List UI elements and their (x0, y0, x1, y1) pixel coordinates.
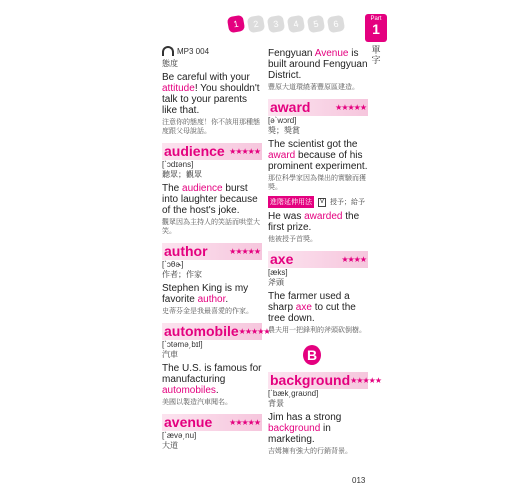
entry-pos: 作者；作家 (162, 270, 202, 279)
entry-translation: 注意你的態度！你不該用那種態度跟父母說話。 (162, 119, 260, 135)
entry-translation: 美國以製造汽車聞名。 (162, 399, 232, 406)
entry-pos: 態度 (162, 59, 178, 68)
part-label: Part (370, 16, 382, 22)
letter-b-badge: B (303, 345, 321, 365)
entry-header-award (268, 99, 368, 116)
example-text: is built around Fengyuan District. (268, 48, 368, 81)
usage-extension (268, 196, 368, 208)
entry-example (268, 211, 368, 233)
example-keyword: awarded (304, 211, 343, 222)
tab-1[interactable]: 1 (227, 15, 246, 34)
tab-3[interactable]: 3 (267, 15, 286, 34)
example-text: Fengyuan (268, 48, 315, 59)
entry-header-author (162, 243, 262, 260)
entry-example (268, 48, 368, 81)
star-rating: ★★★★★ (335, 103, 366, 112)
page-number: 013 (352, 476, 366, 485)
entry-example (162, 72, 262, 116)
example-keyword: award (268, 150, 296, 161)
example-text: Jim has a strong (268, 412, 342, 423)
example-keyword: author (197, 294, 226, 305)
example-text: The (162, 183, 183, 194)
tab-5[interactable]: 5 (307, 15, 326, 34)
example-text: The farmer used a sharp (268, 291, 350, 313)
entry-pos: 背景 (268, 399, 284, 408)
entry-phonetic: [əˋwɔrd] (268, 116, 297, 125)
example-text: . (225, 294, 229, 305)
mp3-track[interactable] (162, 46, 262, 56)
entry-example (162, 283, 262, 305)
example-text: in marketing. (268, 423, 331, 445)
entry-translation: 農夫用一把鋒利的斧頭砍倒樹。 (268, 327, 366, 334)
example-keyword: Avenue (314, 48, 349, 59)
entry-word: avenue (164, 414, 213, 430)
entry-header-avenue (162, 414, 262, 431)
star-rating: ★★★★ (341, 255, 366, 264)
example-keyword: attitude (162, 83, 195, 94)
entry-pos: 斧頭 (268, 278, 284, 287)
example-text: The U.S. is famous for manufacturing (162, 363, 262, 385)
entry-phonetic: [ˋbæk͵graʊnd] (268, 389, 319, 398)
entry-word: audience (164, 143, 225, 159)
entry-word: background (270, 372, 351, 388)
entry-word: award (270, 99, 311, 115)
entry-example (162, 183, 262, 216)
example-text: Be careful with your (162, 72, 250, 83)
entry-phonetic: [ˋɔdɪəns] (162, 160, 194, 169)
entry-header-audience (162, 143, 262, 160)
star-rating: ★★★★★ (238, 327, 270, 336)
entry-header-automobile (162, 323, 270, 340)
example-text: Stephen King is my favorite (162, 283, 249, 305)
entry-phonetic: [ˋævə͵nu] (162, 431, 197, 440)
page-tabs (228, 16, 344, 32)
part-badge (365, 14, 387, 42)
entry-pos: 汽車 (162, 350, 178, 359)
entry-example (268, 139, 368, 172)
example-keyword: automobiles (162, 385, 216, 396)
entry-pos: 獎；獎賞 (268, 126, 300, 135)
example-text: burst into laughter because of the host's joke. (162, 183, 258, 216)
example-text: The scientist got the (268, 139, 358, 150)
entry-translation: 吉姆擁有強大的行銷背景。 (268, 448, 352, 455)
example-keyword: axe (295, 302, 312, 313)
entry-translation: 史蒂芬金是我最喜愛的作家。 (162, 308, 253, 315)
star-rating: ★★★★★ (229, 247, 260, 256)
example-text: . (215, 385, 219, 396)
example-text: the first prize. (268, 211, 360, 233)
mp3-label: MP3 004 (177, 46, 210, 56)
tab-2[interactable]: 2 (247, 15, 266, 34)
example-text: because of his prominent experiment. (268, 150, 368, 172)
example-keyword: background (268, 423, 321, 434)
entry-translation: 他被授予首獎。 (268, 236, 317, 243)
entry-example (162, 363, 262, 396)
usage-meaning: 授予；給予 (330, 199, 366, 206)
usage-tag: 進階延伸用法 (268, 196, 314, 208)
example-text: ! You shouldn't talk to your parents like that. (162, 83, 260, 116)
example-text: to cut the tree down. (268, 302, 356, 324)
entry-phonetic: [ˋɔθɚ] (162, 260, 184, 269)
tab-4[interactable]: 4 (287, 15, 306, 34)
entry-example (268, 291, 368, 324)
star-rating: ★★★★★ (229, 418, 260, 427)
part-number: 1 (372, 21, 380, 37)
entry-translation: 豐原大道環繞著豐原區建造。 (268, 84, 359, 91)
column-left (162, 46, 270, 451)
entry-phonetic: [ˋɔtəmə͵bɪl] (162, 340, 203, 349)
entry-translation: 那位科學家因為傑出的實驗而獲獎。 (268, 175, 366, 191)
entry-word: author (164, 243, 208, 259)
entry-pos: 聽眾；觀眾 (162, 170, 202, 179)
entry-phonetic: [æks] (268, 268, 288, 277)
verb-icon: V (320, 198, 325, 205)
entry-word: axe (270, 251, 294, 267)
entry-translation: 觀眾因為主持人的笑話而哄堂大笑。 (162, 219, 260, 235)
star-rating: ★★★★★ (229, 147, 260, 156)
entry-example (268, 412, 368, 445)
entry-header-background (268, 372, 381, 389)
headphones-icon (162, 46, 174, 56)
star-rating: ★★★★★ (350, 376, 381, 385)
example-keyword: audience (182, 183, 223, 194)
example-text: He was (268, 211, 305, 222)
entry-header-axe (268, 251, 368, 268)
tab-6[interactable]: 6 (327, 15, 346, 34)
entry-pos: 大道 (162, 441, 178, 450)
entry-word: automobile (164, 323, 239, 339)
side-label: 單字 (371, 45, 381, 65)
